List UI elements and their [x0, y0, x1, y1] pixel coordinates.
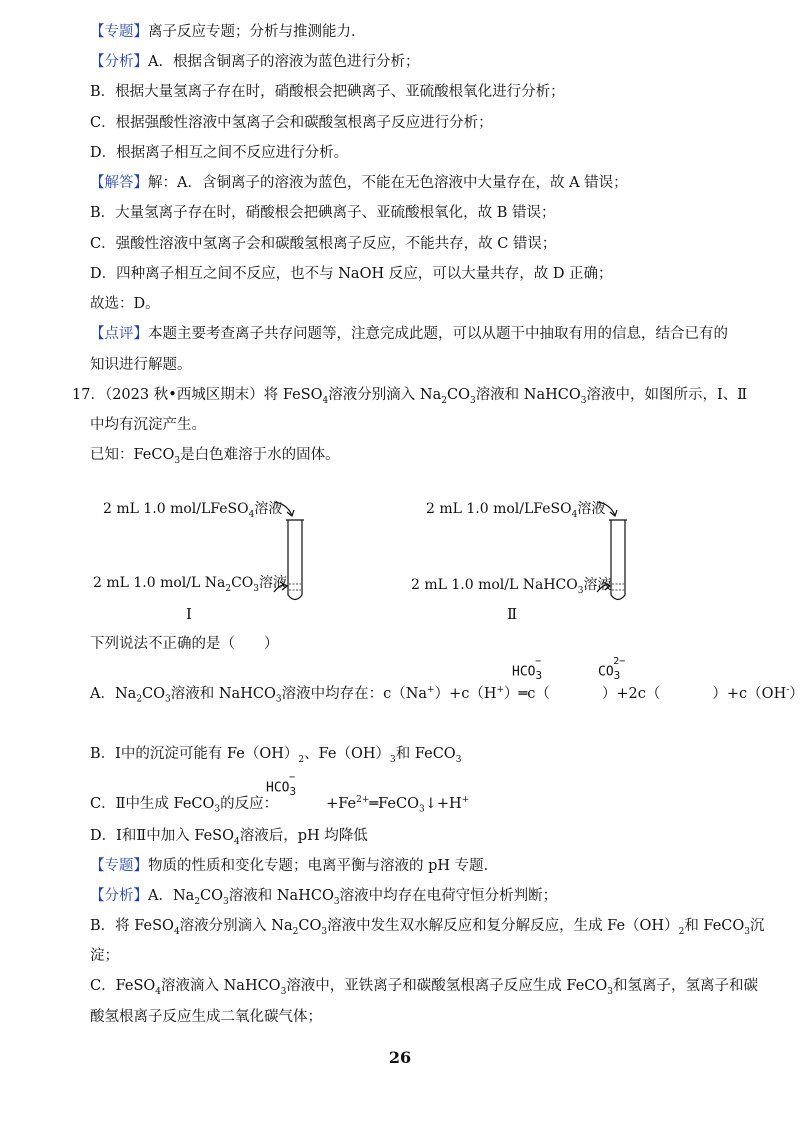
text-line: B．将 FeSO$_4$溶液分别滴入 $Na_2CO_3$溶液中发生双水解反应和复分解反应，生成 $Fe(OH)_2$和 FeCO$_3$沉 — [90, 918, 765, 937]
text-line: D．四种离子相互之间不反应，也不与 NaOH 反应，可以大量共存，故 D 正确； — [90, 266, 613, 282]
text-line: 中均有沉淀产生。 — [90, 417, 206, 433]
text-line: C．FeSO$_4$溶液滴入 NaHCO$_3$溶液中，亚铁离子和碳酸氢根离子反应生成 FeCO$_3$和氢离子，氢离子和碳 — [90, 978, 758, 997]
bicarbonate-ion: $HCO_3^-$ — [266, 772, 297, 798]
fig-ii-bottom-label: 2 mL 1.0 mol/L NaHCO$_3$溶液 — [411, 577, 612, 596]
bicarbonate-ion: $HCO_3^-$ — [512, 656, 543, 682]
text-line: D．根据离子相互之间不反应进行分析。 — [90, 145, 349, 161]
text-line: 故选：D。 — [90, 296, 160, 312]
fig-i-label: Ⅰ — [186, 605, 192, 623]
fig-ii-label: Ⅱ — [507, 605, 518, 623]
text-line: 【分析】A．根据含铜离子的溶液为蓝色进行分析； — [90, 54, 420, 70]
question-17-stem: 17．（2023 秋•西城区期末）将 FeSO$_4$溶液分别滴入 $Na_2CO_3$溶液和 NaHCO$_3$溶液中，如图所示，Ⅰ、Ⅱ — [72, 387, 748, 406]
fig-i-bottom-label: 2 mL 1.0 mol/L $Na_2CO_3$溶液 — [93, 575, 288, 594]
carbonate-ion: $CO_3^{2-}$ — [598, 656, 626, 682]
test-tube-i — [270, 498, 330, 608]
text-line: 酸氢根离子反应生成二氧化碳气体； — [90, 1009, 322, 1025]
text-line: B．根据大量氢离子存在时，硝酸根会把碘离子、亚硫酸根氧化进行分析； — [90, 84, 565, 100]
option-d: D．Ⅰ和Ⅱ中加入 FeSO$_4$溶液后，pH 均降低 — [90, 828, 368, 847]
option-b: B．Ⅰ中的沉淀可能有 $Fe(OH)_2$、$Fe(OH)_3$和 FeCO$_3$ — [90, 746, 462, 765]
page-number: 26 — [388, 1048, 412, 1067]
comment-tag: 【点评】 — [90, 326, 148, 342]
text-line: 知识进行解题。 — [90, 357, 192, 373]
fig-i-top-label: 2 mL 1.0 mol/LFeSO$_4$溶液 — [103, 501, 283, 520]
fig-ii-top-label: 2 mL 1.0 mol/LFeSO$_4$溶液 — [426, 501, 606, 520]
topic-tag: 【专题】 — [90, 24, 148, 40]
test-tube-ii — [593, 498, 653, 608]
text-line: B．大量氢离子存在时，硝酸根会把碘离子、亚硫酸根氧化，故 B 错误； — [90, 205, 556, 221]
text-line: 【解答】解：A．含铜离子的溶液为蓝色，不能在无色溶液中大量存在，故 A 错误； — [90, 175, 628, 191]
answer-tag: 【解答】 — [90, 175, 148, 191]
text-line: C．根据强酸性溶液中氢离子会和碳酸氢根离子反应进行分析； — [90, 115, 493, 131]
text-line: 【分析】A．$Na_2CO_3$溶液和 NaHCO$_3$溶液中均存在电荷守恒分析判断； — [90, 888, 558, 907]
text-line: 【点评】本题主要考查离子共存问题等，注意完成此题，可以从题干中抽取有用的信息，结合已有的 — [90, 326, 728, 342]
known-line: 已知：FeCO$_3$是白色难溶于水的固体。 — [90, 447, 340, 466]
option-c: C．Ⅱ中生成 FeCO$_3$的反应： $+Fe^{2+}═FeCO_3↓+H^+$ — [90, 795, 470, 815]
option-a: A．$Na_2CO_3$溶液和 NaHCO$_3$溶液中均存在：c（Na+）+c（H+）═c（ ）+2c（ ）+c（OH-） — [90, 685, 804, 705]
text-line: C．强酸性溶液中氢离子会和碳酸氢根离子反应，不能共存，故 C 错误； — [90, 236, 557, 252]
topic-tag: 【专题】 — [90, 858, 148, 874]
text-line: 【专题】离子反应专题；分析与推测能力． — [90, 24, 366, 40]
analysis-tag: 【分析】 — [90, 888, 148, 904]
text-line: 【专题】物质的性质和变化专题；电离平衡与溶液的 pH 专题． — [90, 858, 499, 874]
question-prompt: 下列说法不正确的是（ ） — [90, 636, 279, 652]
analysis-tag: 【分析】 — [90, 54, 148, 70]
text-line: 淀； — [90, 948, 119, 964]
